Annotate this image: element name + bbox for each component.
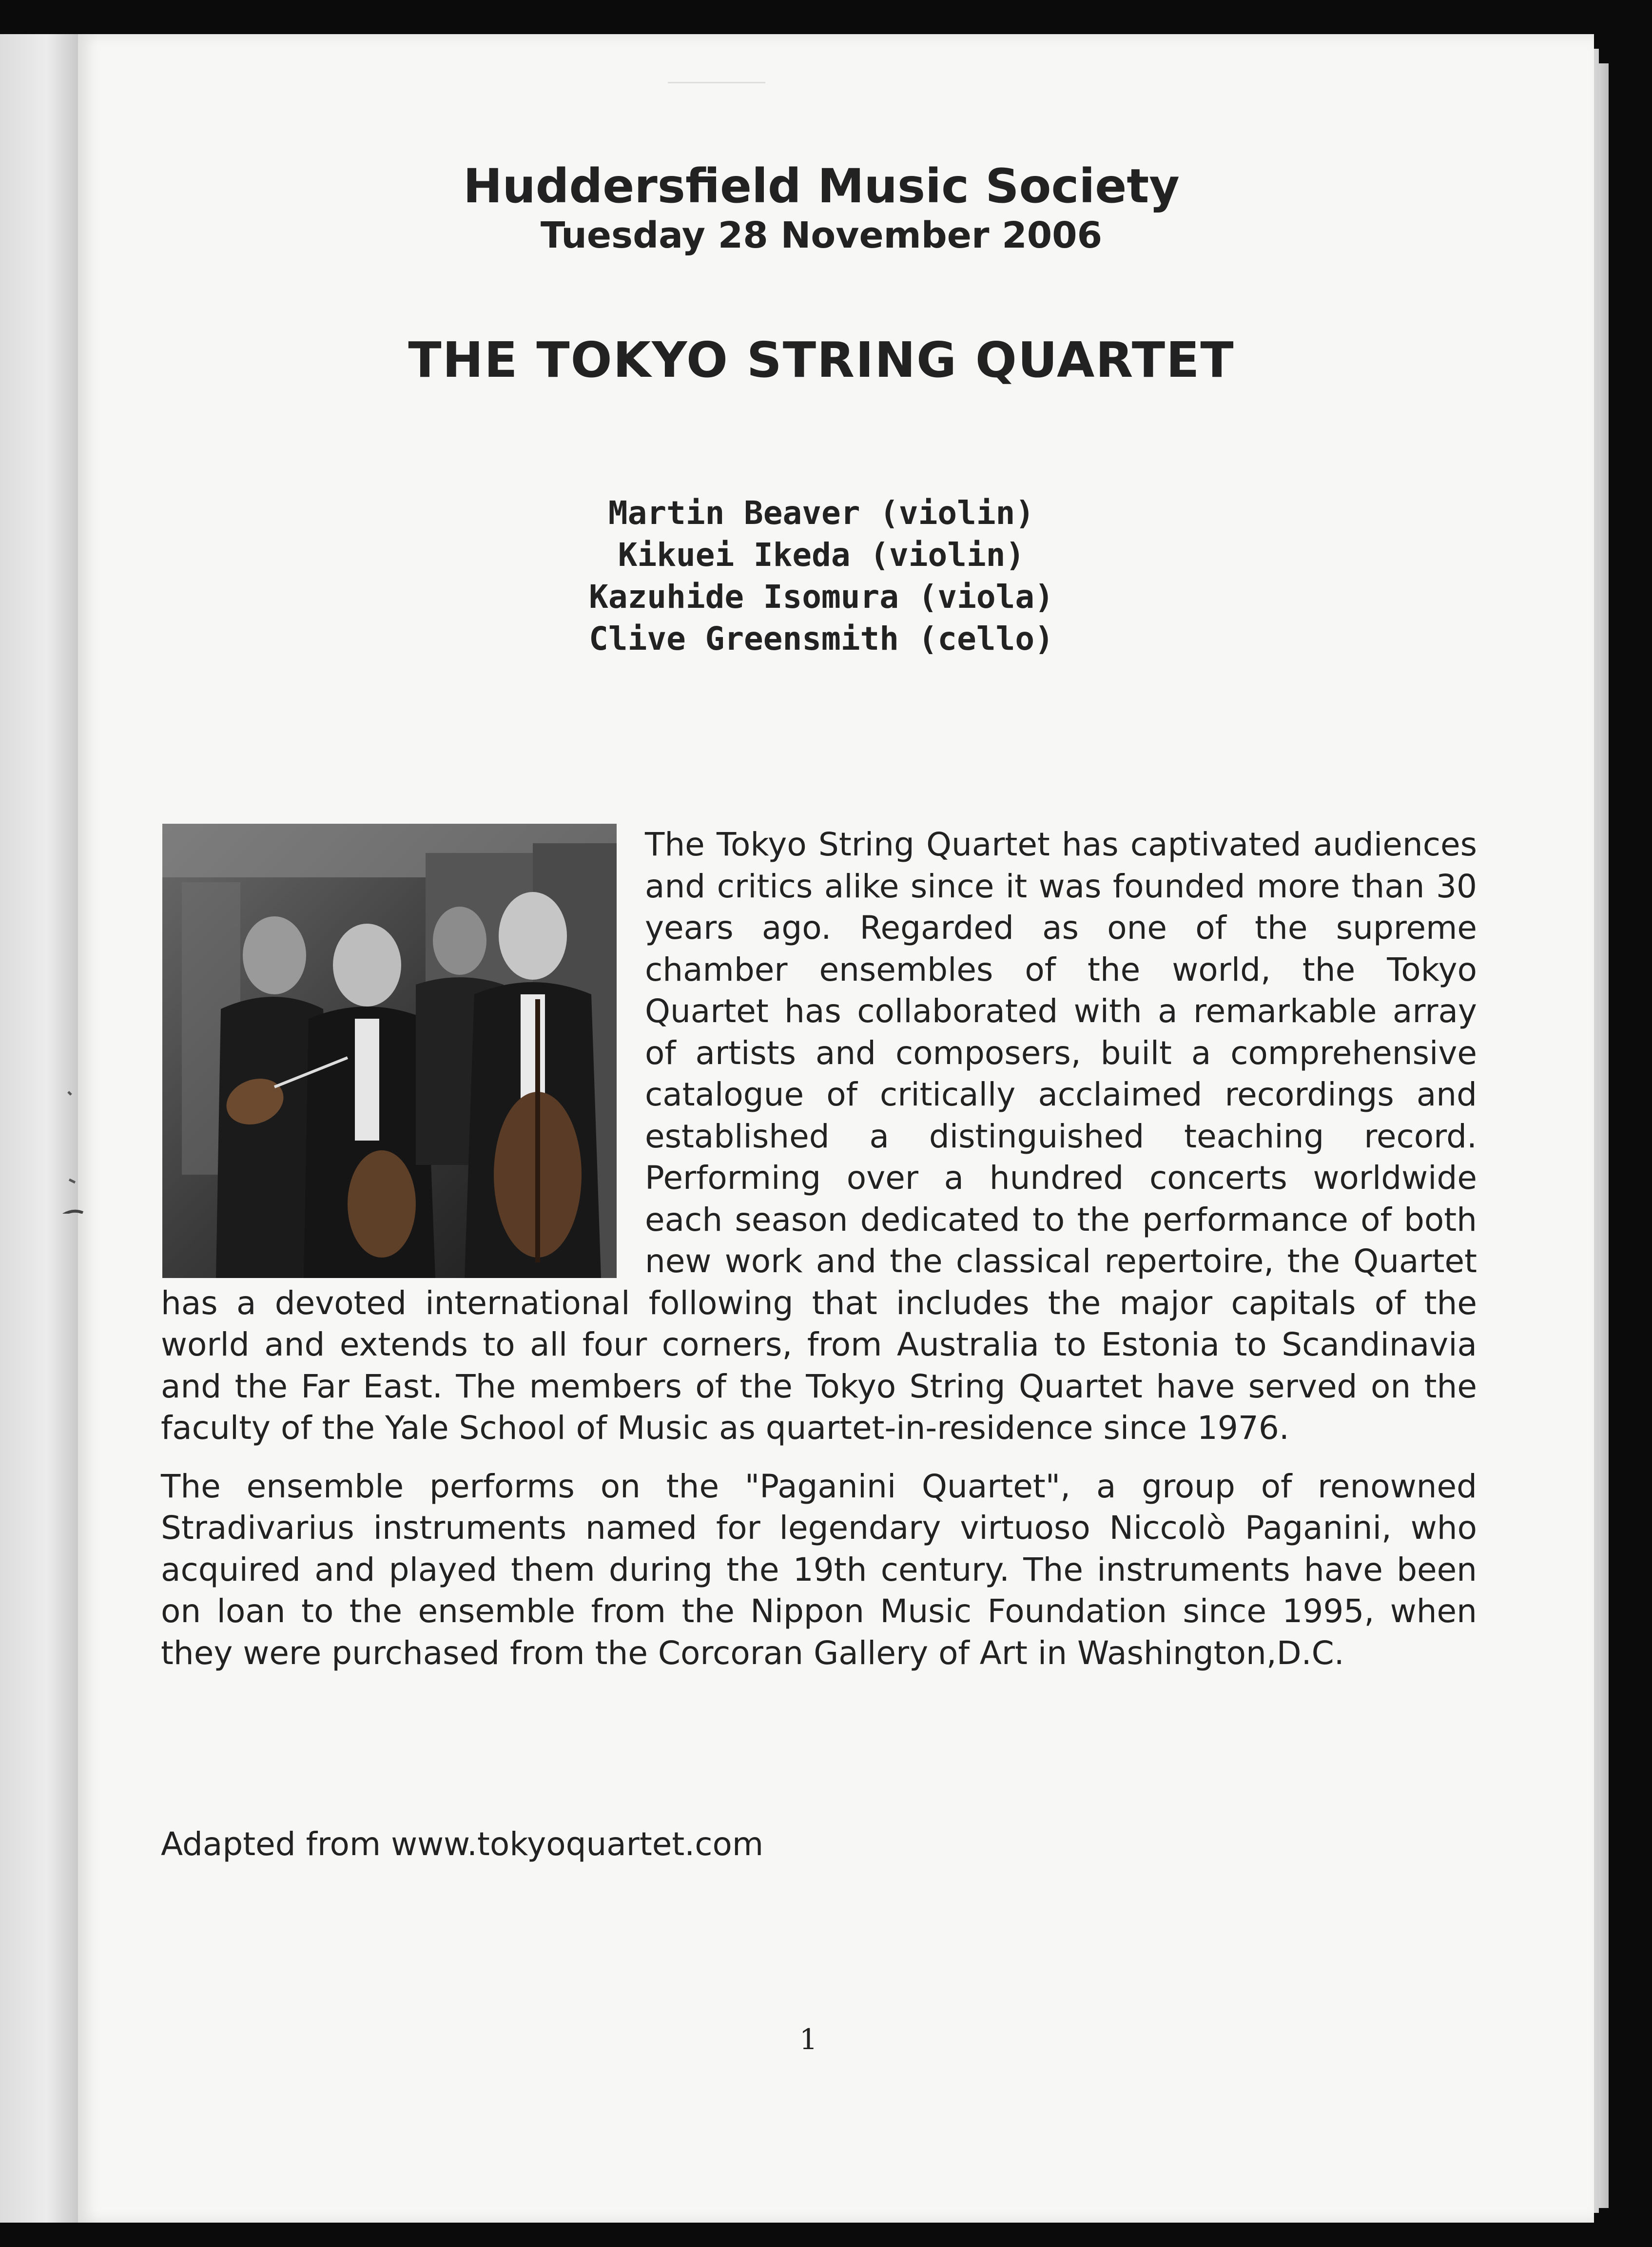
member-list	[83, 492, 1560, 660]
biography-paragraph-2: The ensemble performs on the "Paganini Quartet", a group of renowned Stradivarius instruments named for legendary virtuoso Niccolò Paganini, who acquired and played them during the 19th century. The instruments have been on loan to the ensemble from the Nippon Music Foundation since 1995, when they were purchased from the Corcoran Gallery of Art in Washington,D.C.	[161, 1467, 1477, 1672]
ensemble-title: THE TOKYO STRING QUARTET	[408, 331, 1235, 388]
margin-marks	[58, 1087, 88, 1214]
member-item: Kazuhide Isomura (viola)	[589, 578, 1054, 616]
source-credit: Adapted from www.tokyoquartet.com	[161, 1825, 764, 1863]
page-crease	[668, 82, 765, 83]
biography-paragraph-1: The Tokyo String Quartet has captivated audiences and critics alike since it was founded more than 30 years ago. Regarded as one of the supreme chamber ensembles of the world, the Tokyo Quartet has collaborated with a remarkable array of artists and composers, built a comprehensive catalogue of critically acclaimed recordings and established a distinguished teaching record. Performing over a hundred concerts worldwide each season dedicated to the performance of both new work and the classical repertoire, the Quartet has a devoted international following that includes the major capitals of the world and extends to all four corners, from Australia to Estonia to Scandinavia and the Far East. The members of the Tokyo String Quartet have served on the faculty of the Yale School of Music as quartet-in-residence since 1976.	[161, 826, 1477, 1447]
concert-date: Tuesday 28 November 2006	[540, 214, 1103, 256]
photo-spacer	[161, 824, 645, 1279]
member-item: Martin Beaver (violin)	[608, 494, 1035, 532]
biography	[161, 824, 1477, 1674]
member-item: Clive Greensmith (cello)	[589, 620, 1054, 658]
society-name: Huddersfield Music Society	[463, 159, 1180, 213]
member-item: Kikuei Ikeda (violin)	[618, 536, 1025, 574]
page-number: 1	[799, 2023, 817, 2056]
